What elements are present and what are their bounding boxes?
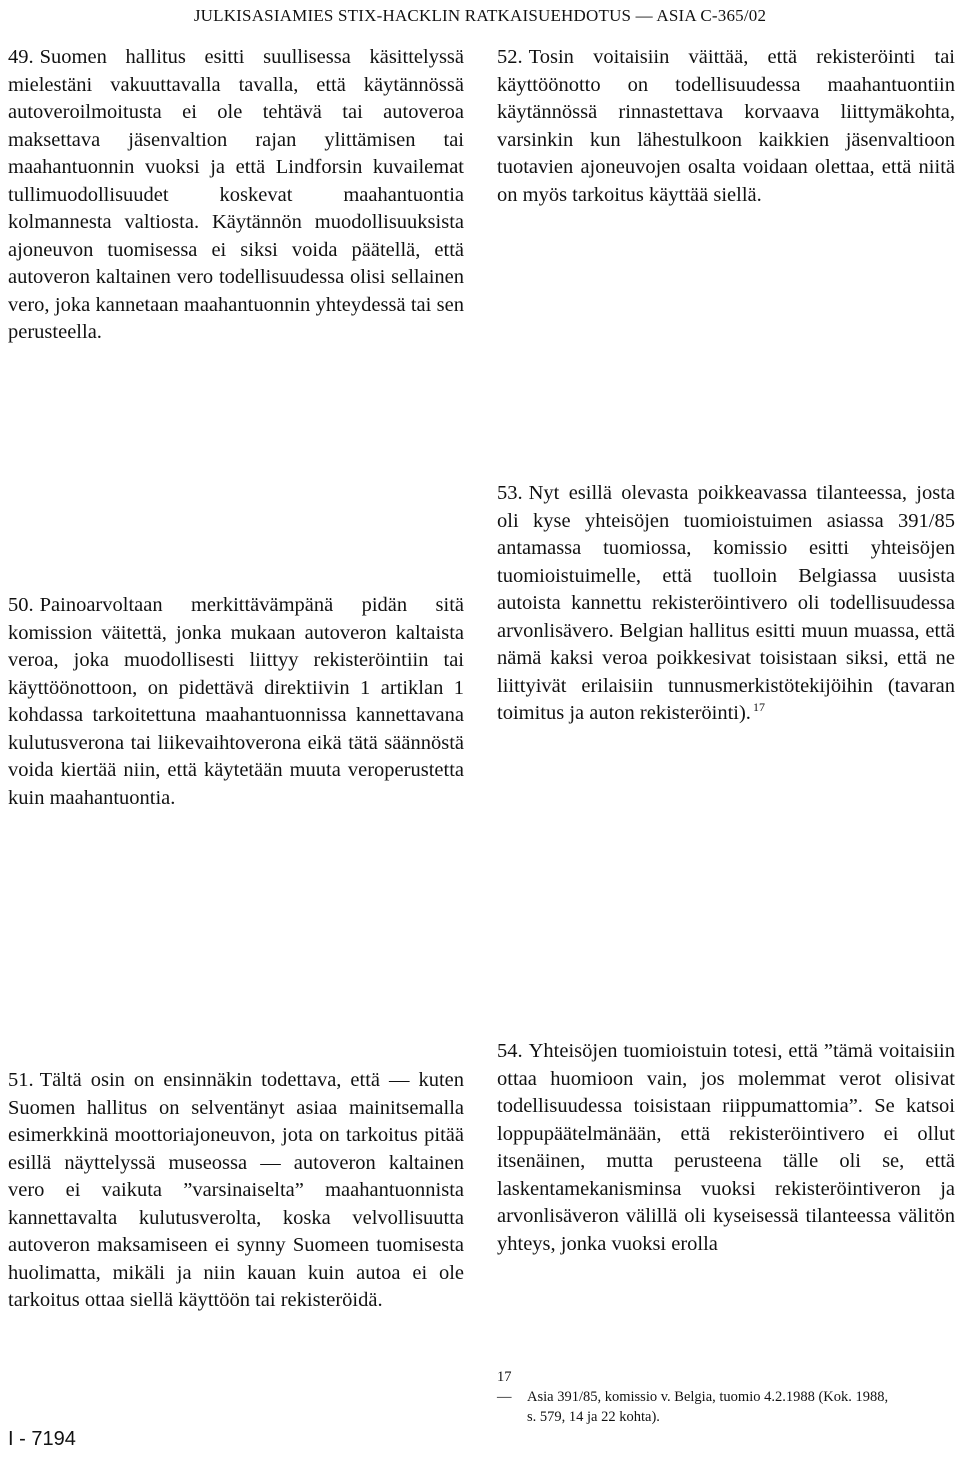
paragraph-49-text: Suomen hallitus esitti suullisessa käsittelyssä mielestäni vakuuttavalla tavalla, että käytännössä autoveroilmoitusta ei ole tehtävä tai autoveroa maksettava jäsenvaltion rajan ylittämisen tai maahantuonnin vuoksi ja että Lindforsin kuvailemat tullimuodollisuudet koskevat maahantuontia kolmannesta valtiosta. Käytännön muodollisuuksista ajoneuvon tuomisessa ei siksi voida päätellä, että autoveron kaltainen vero todellisuudessa olisi sellainen vero, joka kannetaan maahantuonnin yhteydessä tai sen perusteella. (8, 46, 464, 343)
paragraph-52-number: 52. (497, 46, 523, 68)
paragraph-49 (8, 44, 464, 347)
footnote-reference: 17 (752, 700, 765, 715)
paragraph-51-number: 51. (8, 1069, 34, 1091)
paragraph-50-number: 50. (8, 594, 34, 616)
paragraph-54-text: Yhteisöjen tuomioistuin totesi, että ”tämä voitaisiin ottaa huomioon vain, jos molemmat verot olisivat todellisuudessa toisistaan riippumattomia”. Se katsoi loppupäätelmänään, että rekisteröintivero ei ollut itsenäinen, mutta perusteena tälle oli se, että laskentamekanisminsa vuoksi rekisteröintiveron ja arvonlisäveron välillä oli kyseisessä tilanteessa välitön yhteys, jonka vuoksi erolla (497, 1040, 955, 1255)
paragraph-53-number: 53. (497, 482, 523, 504)
running-header: JULKISASIAMIES STIX-HACKLIN RATKAISUEHDOTUS — ASIA C-365/02 (193, 6, 767, 25)
paragraph-53 (497, 480, 955, 728)
paragraph-54-number: 54. (497, 1040, 523, 1062)
footnote-text-line-2: s. 579, 14 ja 22 kohta). (527, 1409, 660, 1425)
paragraph-49-number: 49. (8, 46, 34, 68)
paragraph-50 (8, 592, 464, 812)
paragraph-50-text: Painoarvoltaan merkittävämpänä pidän sitä komission väitettä, jonka mukaan autoveron kaltaista veroa, joka muodollisesti liittyy rekisteröintiin tai käyttöönottoon, on pidettävä direktiivin 1 artiklan 1 kohdassa tarkoitettuna maahantuonnissa kannettavana kulutusverona tai liikevaihtoverona eikä tätä säännöstä voida kiertää niin, että käytetään muuta veroperustetta kuin maahantuontia. (8, 594, 464, 809)
footnote-text-line-1: Asia 391/85, komissio v. Belgia, tuomio 4.2.1988 (Kok. 1988, (527, 1389, 889, 1405)
footnote-number: 17 — (497, 1369, 512, 1405)
paragraph-52 (497, 44, 955, 209)
paragraph-54 (497, 1038, 955, 1258)
paragraph-51-text: Tältä osin on ensinnäkin todettava, että — kuten Suomen hallitus on selventänyt asiaa mainitsemalla esimerkkinä moottoriajoneuvon, jota on tarkoitus pitää esillä näyttelyssä museossa — autoveron kaltainen vero ei vaikuta ”varsinaiselta” maahantuonnista kannettavalta kulutusverolta, koska velvollisuutta autoveron maksamiseen ei synny Suomeen tuomisesta huolimatta, mikäli ja niin kauan kuin autoa ei ole tarkoitus ottaa siellä käyttöön tai rekisteröidä. (8, 1069, 464, 1311)
footnote-17 (497, 1367, 955, 1427)
paragraph-51 (8, 1067, 464, 1315)
page-number: I - 7194 (8, 1428, 76, 1450)
paragraph-52-text: Tosin voitaisiin väittää, että rekisteröinti tai käyttöönotto on todellisuudessa maahantuontiin käytännössä rinnastettava korvaava liittymäkohta, varsinkin kun lähestulkoon kaikkien jäsenvaltioon tuotavien ajoneuvojen osalta voidaan olettaa, että niitä on myös tarkoitus käyttää siellä. (497, 46, 955, 206)
paragraph-53-text: Nyt esillä olevasta poikkeavassa tilanteessa, josta oli kyse yhteisöjen tuomioistuimen asiassa 391/85 antamassa tuomiossa, komissio esitti yhteisöjen tuomioistuimelle, että tuolloin Belgiassa uusista autoista kannettu rekisteröintivero oli todellisuudessa arvonlisävero. Belgian hallitus esitti muun muassa, että nämä kaksi veroa poikkesivat toisistaan siksi, että ne liittyivät erilaisiin tunnusmerkistötekijöihin (tavaran toimitus ja auton rekisteröinti). (497, 482, 955, 724)
